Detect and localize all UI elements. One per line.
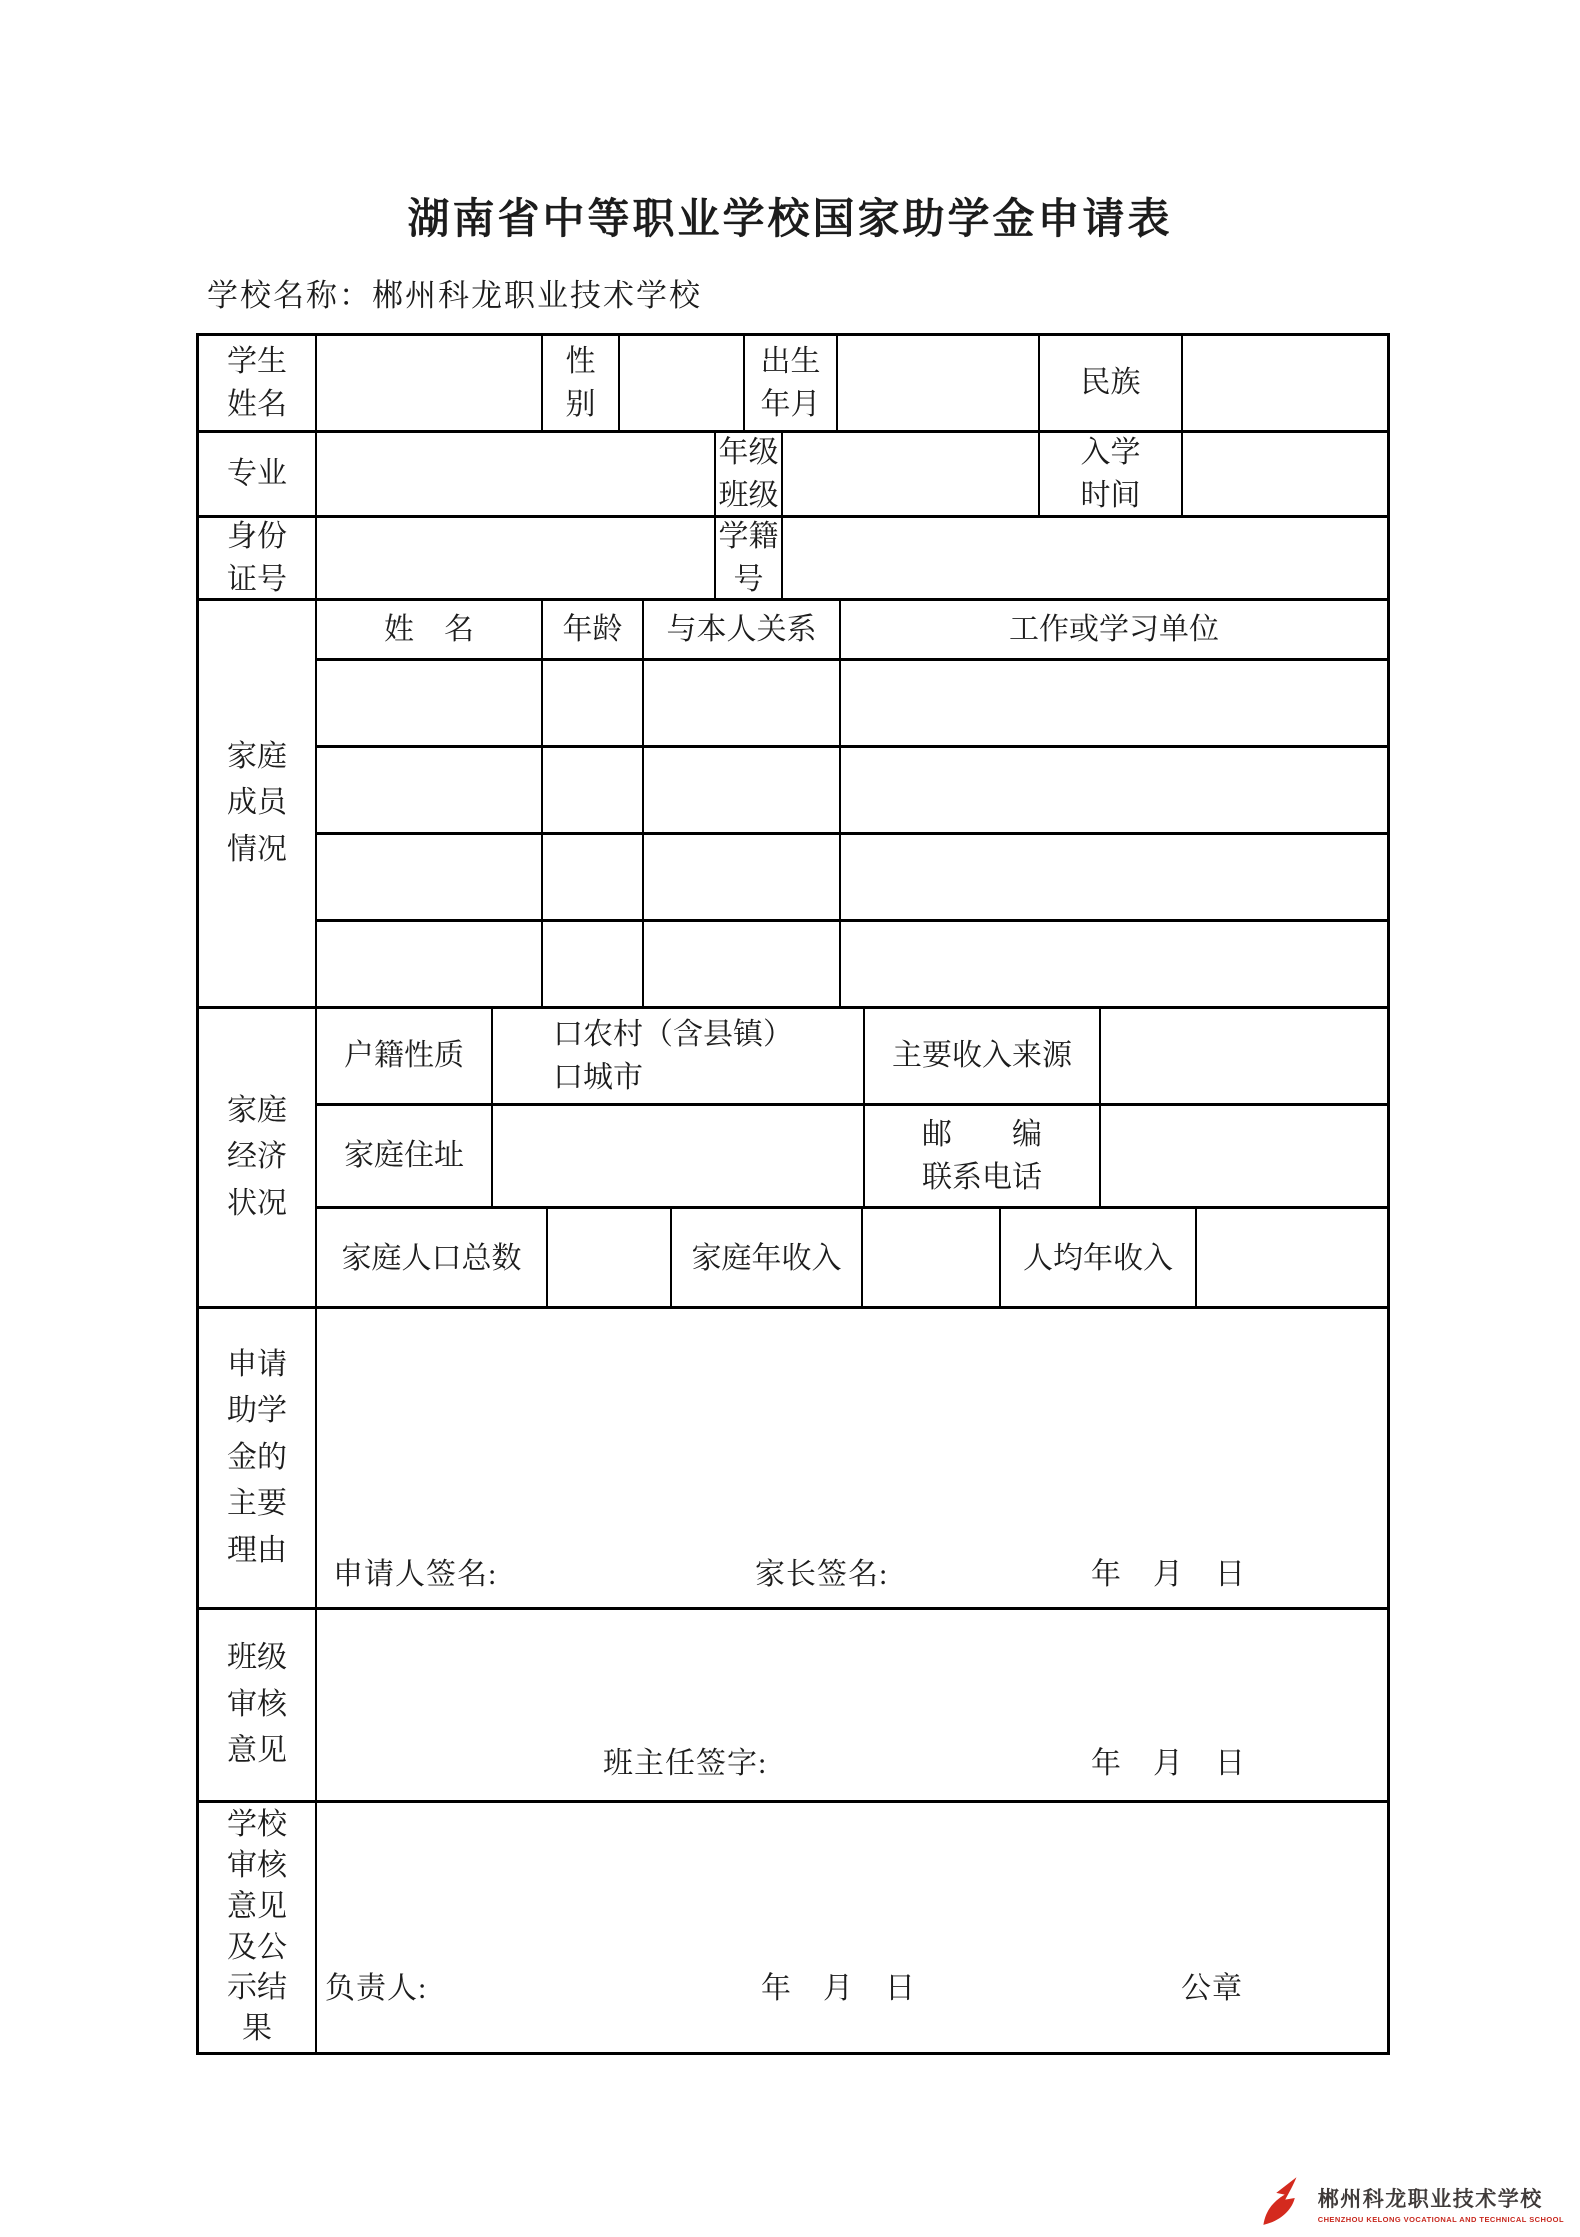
official-seal-label: 公章	[1181, 1972, 1243, 2005]
family-size-label: 家庭人口总数	[317, 1209, 548, 1309]
application-form-table	[196, 333, 1390, 2055]
school-logo-icon	[1255, 2175, 1311, 2231]
enroll-time-field	[1183, 433, 1387, 515]
applicant-signature-label: 申请人签名:	[333, 1558, 498, 1591]
postal-phone-label: 邮 编 联系电话	[865, 1106, 1101, 1206]
family-header-relation: 与本人关系	[644, 601, 841, 658]
teacher-signature-label: 班主任签字:	[603, 1747, 768, 1780]
student-id-field	[783, 518, 1387, 598]
page-title: 湖南省中等职业学校国家助学金申请表	[407, 197, 1173, 243]
family-member-row	[317, 922, 1387, 1009]
family-header-workplace: 工作或学习单位	[1009, 612, 1219, 646]
major-field	[317, 433, 716, 515]
family-age-field	[543, 835, 644, 919]
family-name-field	[317, 661, 543, 745]
class-review-date-label: 年 月 日	[1091, 1747, 1246, 1780]
row-id-number	[199, 518, 1387, 601]
apply-date-label: 年 月 日	[1091, 1558, 1246, 1591]
family-workplace-field	[841, 835, 1387, 919]
birth-field	[838, 336, 1040, 430]
grade-class-label: 年级 班级	[716, 433, 783, 515]
family-relation-field	[644, 661, 841, 745]
per-capita-income-field	[1197, 1209, 1387, 1309]
income-source-label: 主要收入来源	[865, 1009, 1101, 1103]
student-name-field	[317, 336, 543, 430]
gender-label: 性 别	[543, 336, 620, 430]
class-review-section-label: 班级 审核 意见	[199, 1610, 317, 1800]
ethnicity-label: 民族	[1040, 336, 1183, 430]
family-name-field	[317, 748, 543, 832]
section-family-members	[199, 601, 1387, 1009]
family-header-row	[317, 601, 1387, 661]
section-class-review	[199, 1610, 1387, 1803]
family-age-field	[543, 661, 644, 745]
address-label: 家庭住址	[317, 1106, 493, 1206]
family-name-field	[317, 835, 543, 919]
section-family-economy	[199, 1009, 1387, 1309]
school-review-date-label: 年 月 日	[761, 1972, 916, 2005]
school-name-line	[207, 270, 702, 315]
birth-label: 出生 年月	[745, 336, 838, 430]
class-review-area	[317, 1610, 1387, 1800]
student-id-label: 学籍 号	[716, 518, 783, 598]
row-major	[199, 433, 1387, 518]
section-apply-reason	[199, 1309, 1387, 1610]
income-source-field	[1101, 1009, 1387, 1103]
student-name-label: 学生 姓名	[199, 336, 317, 430]
family-member-row	[317, 748, 1387, 835]
enroll-time-label: 入学 时间	[1040, 433, 1183, 515]
economy-section-label: 家庭 经济 状况	[199, 1009, 317, 1306]
grade-class-field	[783, 433, 1040, 515]
address-field	[493, 1106, 865, 1206]
family-workplace-field	[841, 661, 1387, 745]
family-name-field	[317, 922, 543, 1009]
postal-phone-field	[1101, 1106, 1387, 1206]
family-age-field	[543, 922, 644, 1009]
family-member-row	[317, 835, 1387, 922]
annual-income-field	[863, 1209, 1001, 1309]
school-name-value: 郴州科龙职业技术学校	[372, 278, 702, 313]
hukou-options: 口农村（含县镇） 口城市	[493, 1009, 865, 1103]
major-label: 专业	[199, 433, 317, 515]
family-workplace-field	[841, 922, 1387, 1009]
family-relation-field	[644, 922, 841, 1009]
annual-income-label: 家庭年收入	[672, 1209, 863, 1309]
apply-reason-area	[317, 1309, 1387, 1607]
section-school-review	[199, 1803, 1387, 2052]
id-number-label: 身份 证号	[199, 518, 317, 598]
school-name-label: 学校名称：	[207, 278, 372, 313]
family-member-row	[317, 661, 1387, 748]
school-logo-name-cn: 郴州科龙职业技术学校	[1317, 2187, 1543, 2211]
address-row	[317, 1106, 1387, 1209]
economy-grid	[317, 1009, 1387, 1306]
family-relation-field	[644, 835, 841, 919]
family-size-field	[548, 1209, 672, 1309]
family-relation-field	[644, 748, 841, 832]
family-age-field	[543, 748, 644, 832]
row-student-info	[199, 336, 1387, 433]
family-header-name: 姓 名	[317, 601, 543, 658]
id-number-field	[317, 518, 716, 598]
family-section-label: 家庭 成员 情况	[199, 601, 317, 1006]
gender-field	[620, 336, 745, 430]
per-capita-income-label: 人均年收入	[1001, 1209, 1197, 1309]
family-header-age: 年龄	[543, 601, 644, 658]
ethnicity-field	[1183, 336, 1387, 430]
parent-signature-label: 家长签名:	[755, 1558, 889, 1591]
income-row	[317, 1209, 1387, 1309]
school-logo-name-en: CHENZHOU KELONG VOCATIONAL AND TECHNICAL SCHOOL	[1317, 2214, 1564, 2224]
family-members-grid	[317, 601, 1387, 1006]
apply-section-label: 申请 助学 金的 主要 理由	[199, 1309, 317, 1607]
family-workplace-field	[841, 748, 1387, 832]
school-review-area	[317, 1803, 1387, 2052]
school-review-section-label: 学校 审核 意见 及公 示结 果	[199, 1803, 317, 2052]
school-logo	[1255, 2175, 1564, 2231]
hukou-label: 户籍性质	[317, 1009, 493, 1103]
hukou-row	[317, 1009, 1387, 1106]
school-logo-text-block	[1318, 2183, 1564, 2224]
responsible-person-label: 负责人:	[325, 1972, 428, 2005]
